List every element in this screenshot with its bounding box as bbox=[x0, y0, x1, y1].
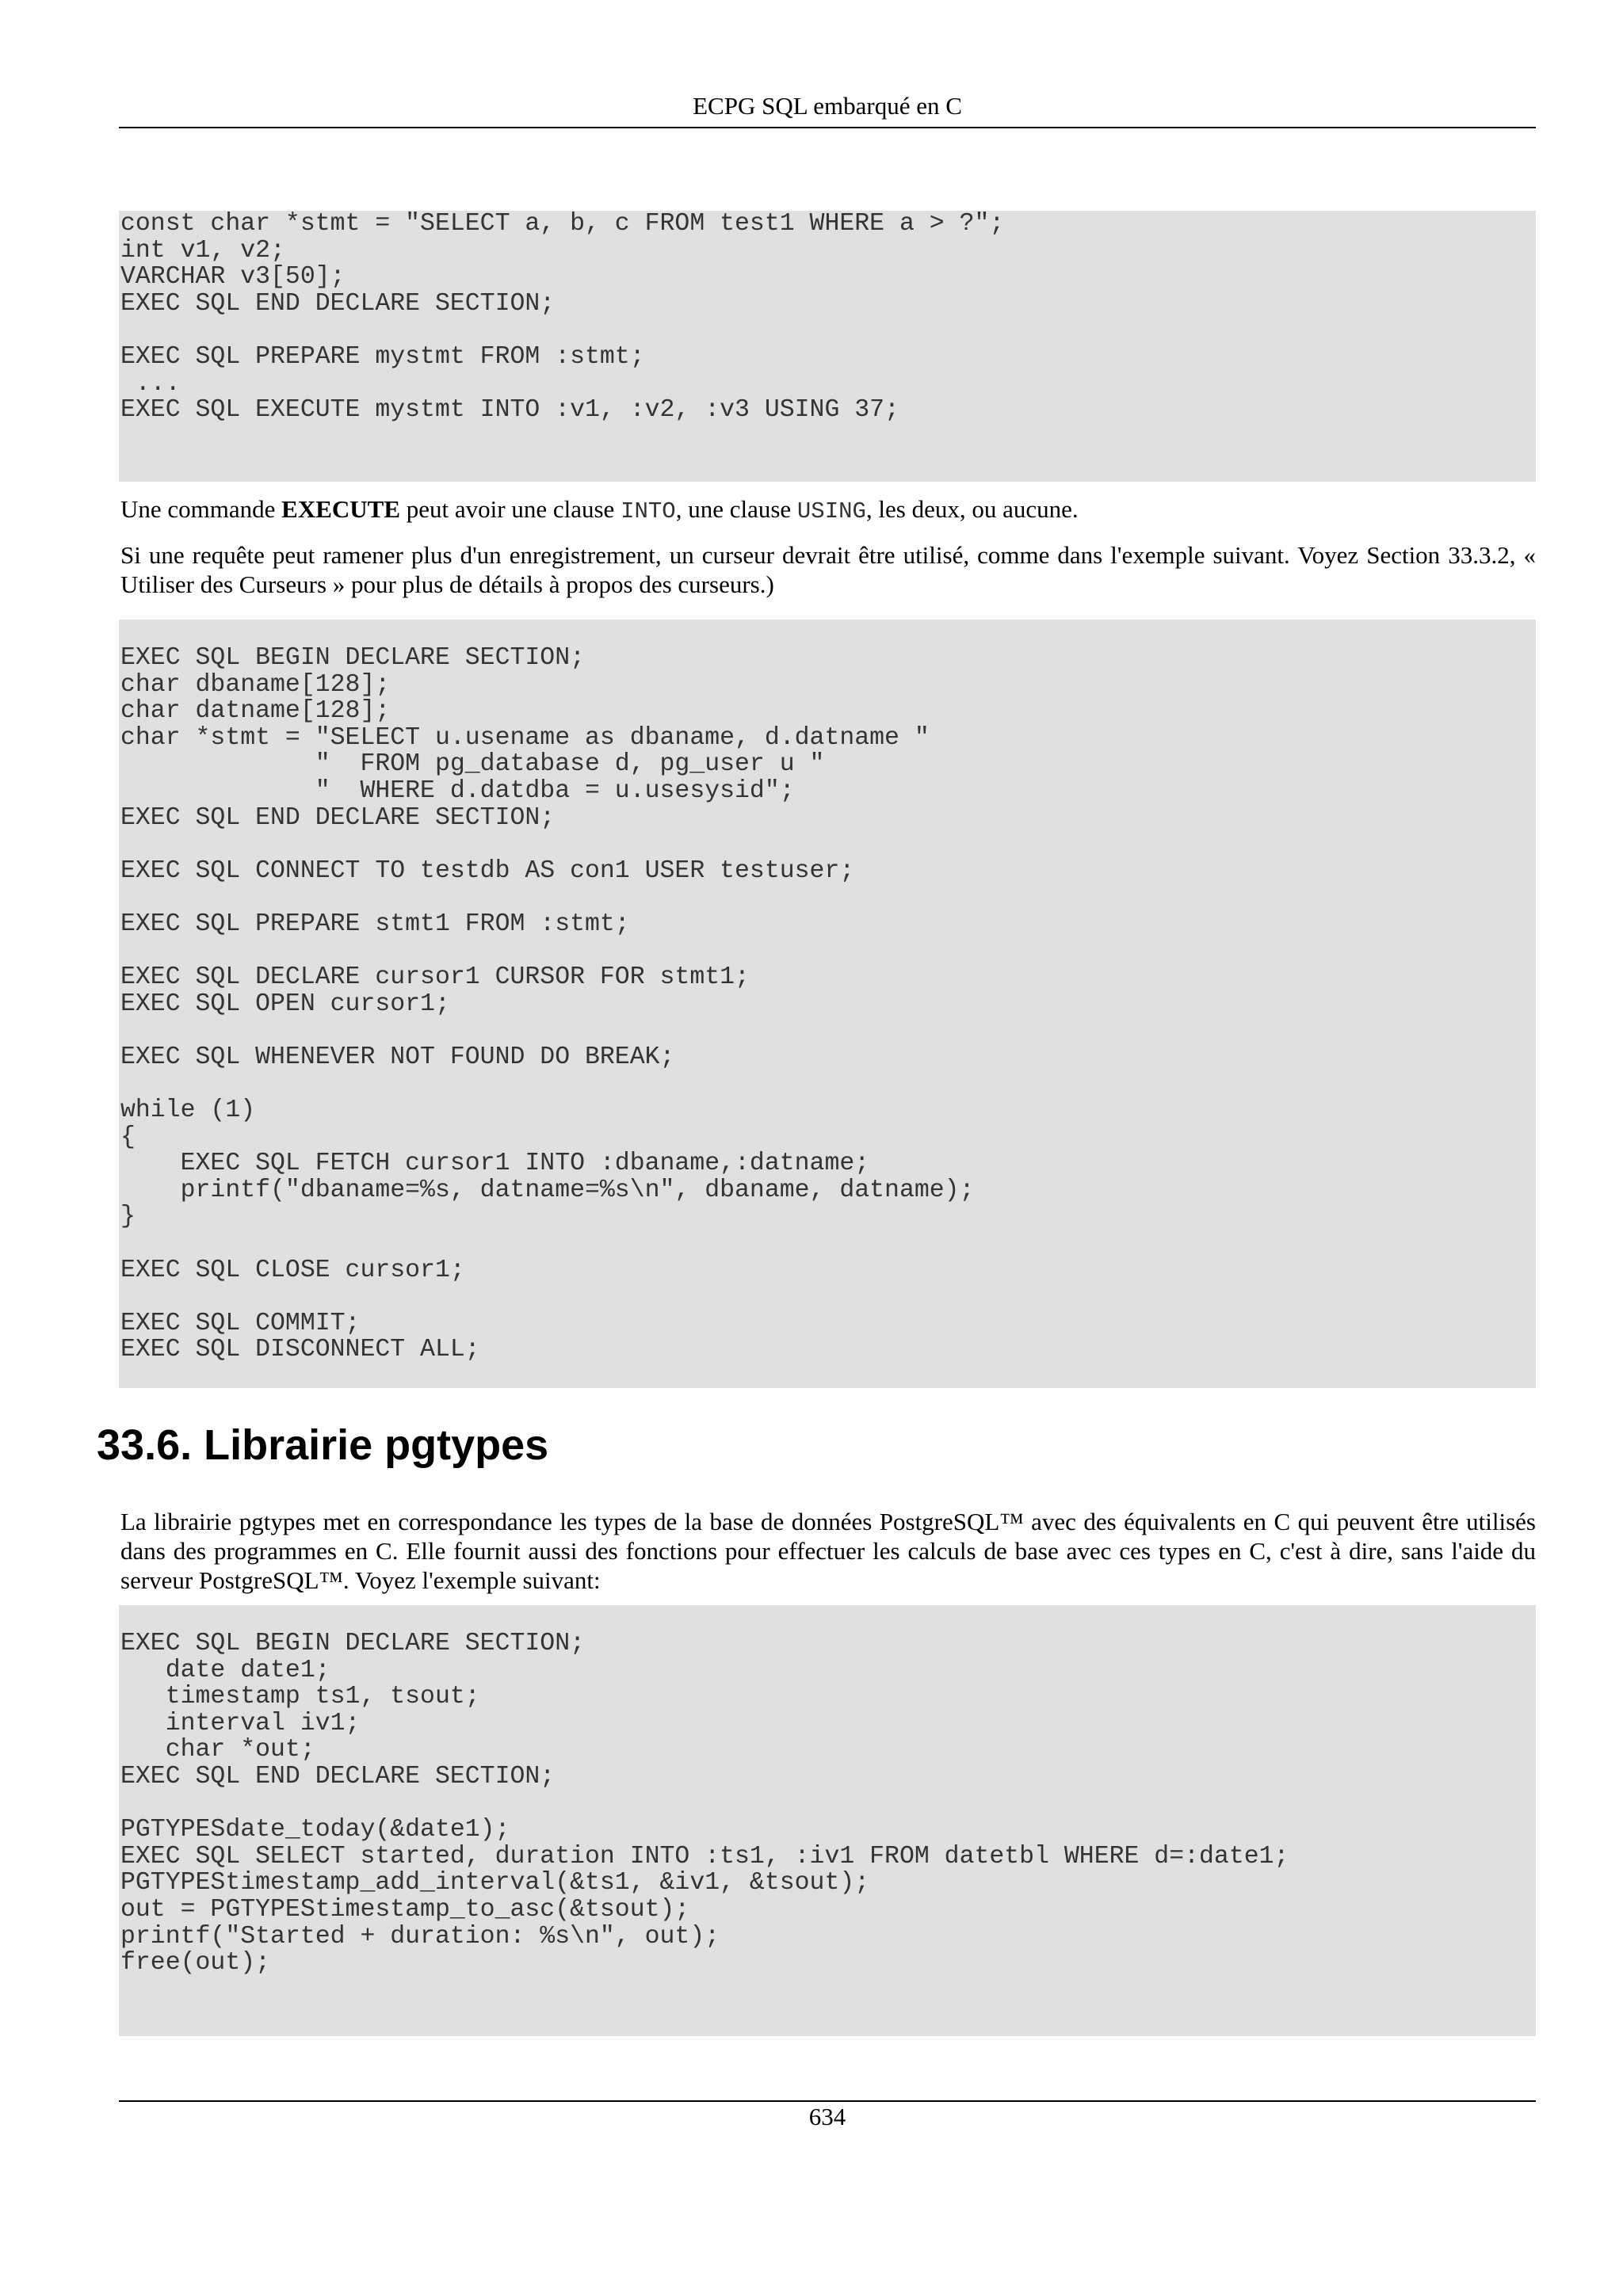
code-block-execute-example: const char *stmt = "SELECT a, b, c FROM test1 WHERE a > ?"; int v1, v2; VARCHAR v3[50]; EXEC SQL END DECLARE SECTION; EXEC SQL PREPARE mystmt FROM :stmt; ... EXEC SQL EXECUTE mystmt INTO :v1, :v2, :v3 USING 37; bbox=[119, 211, 1536, 482]
paragraph-pgtypes-intro: La librairie pgtypes met en correspondance les types de la base de données PostgreSQL™ avec des équivalents en C qui peuvent être utilisés dans des programmes en C. Elle fournit aussi des fonctions pour effectuer les calculs de base avec ces types en C, c'est à dire, sans l'aide du serveur PostgreSQL™. Voyez l'exemple suivant: bbox=[120, 1508, 1536, 1594]
code-block-pgtypes-example: EXEC SQL BEGIN DECLARE SECTION; date date1; timestamp ts1, tsout; interval iv1; char *out; EXEC SQL END DECLARE SECTION; PGTYPESdate_today(&date1); EXEC SQL SELECT started, duration INTO :ts1, :iv1 FROM datetbl WHERE d=:date1; PGTYPEStimestamp_add_interval(&ts1, &iv1, &tsout); out = PGTYPEStimestamp_to_asc(&tsout); printf("Started + duration: %s\n", out); free(out); bbox=[119, 1605, 1536, 2036]
section-title: 33.6. Librairie pgtypes bbox=[97, 1421, 549, 1469]
running-header: ECPG SQL embarqué en C bbox=[693, 92, 962, 120]
paragraph-execute-clauses: Une commande EXECUTE peut avoir une clause INTO, une clause USING, les deux, ou aucune. bbox=[120, 495, 1079, 524]
paragraph-cursor-advice: Si une requête peut ramener plus d'un enregistrement, un curseur devrait être utilisé, comme dans l'exemple suivant. Voyez Section 33.3.2, « Utiliser des Curseurs » pour plus de détails à propos des curseurs.) bbox=[120, 541, 1536, 598]
code-block-cursor-example: EXEC SQL BEGIN DECLARE SECTION; char dbaname[128]; char datname[128]; char *stmt = "SELECT u.usename as dbaname, d.datname " " FROM pg_database d, pg_user u " " WHERE d.datdba = u.usesysid"; EXEC SQL END DECLARE SECTION; EXEC SQL CONNECT TO testdb AS con1 USER testuser; EXEC SQL PREPARE stmt1 FROM :stmt; EXEC SQL DECLARE cursor1 CURSOR FOR stmt1; EXEC SQL OPEN cursor1; EXEC SQL WHENEVER NOT FOUND DO BREAK; while (1) { EXEC SQL FETCH cursor1 INTO :dbaname,:datname; printf("dbaname=%s, datname=%s\n", dbaname, datname); } EXEC SQL CLOSE cursor1; EXEC SQL COMMIT; EXEC SQL DISCONNECT ALL; bbox=[119, 620, 1536, 1388]
page-number: 634 bbox=[808, 2103, 846, 2130]
header-rule bbox=[119, 127, 1536, 128]
